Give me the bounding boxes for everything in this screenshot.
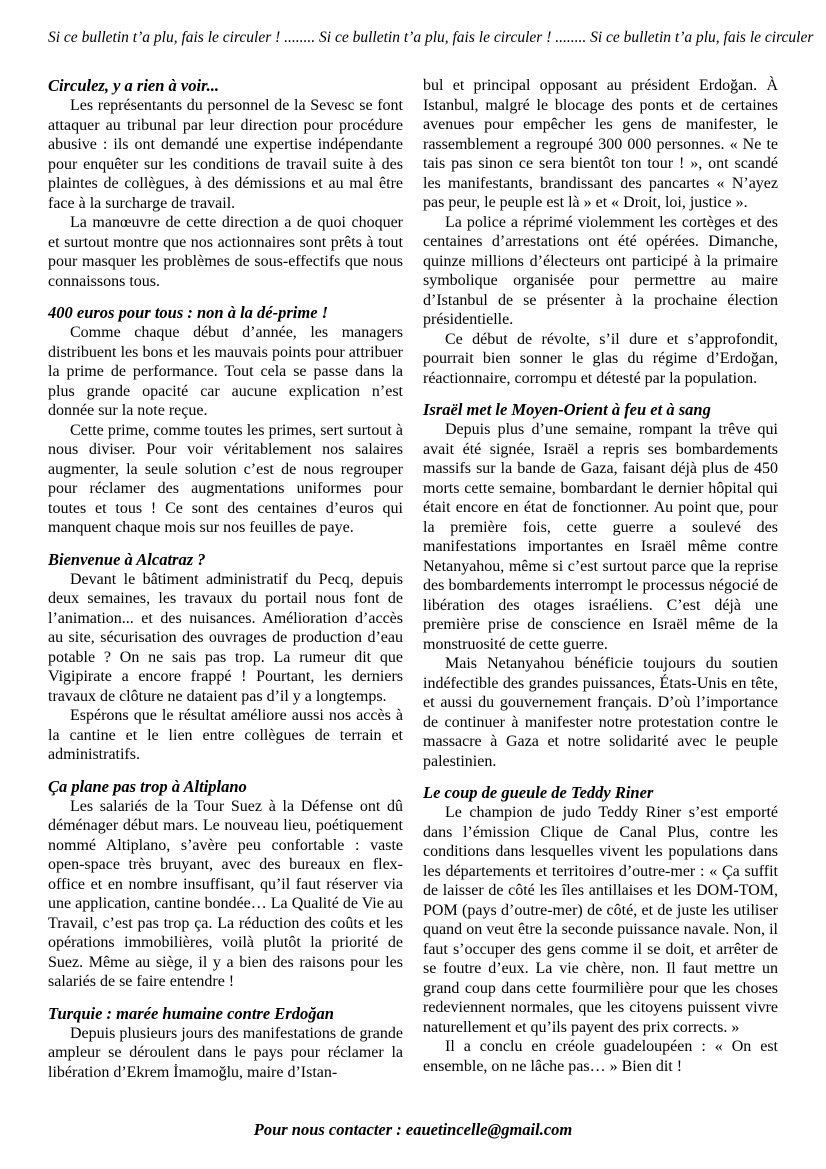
paragraph: Le champion de judo Teddy Riner s’est emporté dans l’émission Clique de Canal Plus, contre les conditions dans lesquelles vivent les populations dans les départements et territoires d’outre-mer : « Ça suffit de laisser de côté les îles antillaises et les DOM-TOM, POM (pays d’outre-mer) de côté, et de juste les utiliser quand on veut être la seconde puissance navale. Non, il faut s’occuper des gens comme il se doit, et arrêter de se foutre d’eux. La vie chère, non. Il faut mettre un grand coup dans cette fourmilière pour que les choses redeviennent normales, que les citoyens puissent vivre naturellement et qu’ils payent des prix corrects. »	[423, 804, 778, 1036]
paragraph: Ce début de révolte, s’il dure et s’approfondit, pourrait bien sonner le glas du régime d’Erdoğan, réactionnaire, corrompu et détesté par la population.	[423, 330, 778, 387]
paragraph: Mais Netanyahou bénéficie toujours du soutien indéfectible des grandes puissances, États-Unis en tête, et aussi du gouvernement français. D’où l’importance de continuer à manifester notre protestation contre le massacre à Gaza et notre solidarité avec le peuple palestinien.	[423, 655, 778, 770]
paragraph: Devant le bâtiment administratif du Pecq, depuis deux semaines, les travaux du portail nous font de l’animation... et des nuisances. Amélioration d’accès au site, sécurisation des ouvrages de production d’eau potable ? On ne sais pas trop. La rumeur dit que Vigipirate a encore frappé ! Pourtant, les derniers travaux de clôture ne dataient pas d’il y a longtemps.	[48, 570, 403, 705]
paragraph: La police a réprimé violemment les cortèges et des centaines d’arrestations ont été opérées. Dimanche, quinze millions d’électeurs ont participé à la primaire symbolique organisée pour permettre au maire d’Istanbul de se présenter à la prochaine élection présidentielle.	[423, 213, 778, 328]
section-heading: Le coup de gueule de Teddy Riner	[423, 783, 654, 802]
footer-contact: Pour nous contacter : eauetincelle@gmail.com	[253, 1120, 573, 1139]
section-heading: Israël met le Moyen-Orient à feu et à sang	[423, 400, 711, 419]
paragraph: Depuis plusieurs jours des manifestations de grande ampleur se déroulent dans le pays pour réclamer la libération d’Ekrem İmamoğlu, maire d’Istan-	[48, 1024, 403, 1081]
column-left	[48, 65, 403, 1082]
paragraph: Les salariés de la Tour Suez à la Défense ont dû déménager début mars. Le nouveau lieu, poétiquement nommé Altiplano, s’avère peu confortable : vaste open-space très bruyant, avec des bureaux en flex-office et en nombre insuffisant, qu’il faut réserver via une application, cantine bondée… La Qualité de Vie au Travail, c’est pas trop ça. La réduction des coûts et les opérations immobilières, voilà plutôt la priorité de Suez. Même au siège, il y a bien des raisons pour les salariés de se faire entendre !	[48, 797, 403, 990]
section-heading: Bienvenue à Alcatraz ?	[48, 549, 206, 569]
paragraph: Il a conclu en créole guadeloupéen : « On est ensemble, on ne lâche pas… » Bien dit !	[423, 1038, 778, 1075]
section-heading: 400 euros pour tous : non à la dé-prime !	[48, 303, 329, 322]
paragraph: Les représentants du personnel de la Sevesc se font attaquer au tribunal par leur direction pour procédure abusive : ils ont demandé une expertise indépendante pour enquêter sur les conditions de travail suite à des plaintes de collègues, à des démissions et au mal être face à la surcharge de travail.	[48, 97, 403, 212]
paragraph: Cette prime, comme toutes les primes, sert surtout à nous diviser. Pour voir véritablement nos salaires augmenter, la seule solution c’est de nous regrouper pour réclamer des augmentations uniformes pour toutes et tous ! Ce sont des centaines d’euros qui manquent chaque mois sur nos feuilles de paye.	[48, 421, 403, 536]
paragraph: Depuis plus d’une semaine, rompant la trêve qui avait été signée, Israël a repris ses bombardements massifs sur la bande de Gaza, faisant déjà plus de 450 morts cette semaine, bombardant le dernier hôpital qui était encore en état de fonctionner. Au point que, pour la première fois, cette guerre a soulevé des manifestations importantes en Israël même contre Netanyahou, même si c’est surtout parce que la reprise des bombardements interrompt le processus négocié de libération des otages israéliens. C’est déjà une première prise de conscience en Israël même de la monstruosité de cette guerre.	[423, 421, 778, 653]
section-heading: Circulez, y a rien à voir...	[48, 76, 219, 95]
header-slogan: Si ce bulletin t’a plu, fais le circuler ! ........ Si ce bulletin t’a plu, fais le circuler ! ........ Si ce bulletin t’a plu, fais le circuler	[48, 29, 814, 46]
paragraph: Espérons que le résultat améliore aussi nos accès à la cantine et le lien entre collègues de terrain et administratifs.	[48, 707, 403, 763]
section-heading: Ça plane pas trop à Altiplano	[48, 776, 247, 796]
paragraph: La manœuvre de cette direction a de quoi choquer et surtout montre que nos actionnaires sont prêts à tout pour masquer les problèmes de sous-effectifs que nous connaissons tous.	[48, 214, 403, 290]
paragraph: Comme chaque début d’année, les managers distribuent les bons et les mauvais points pour attribuer la prime de performance. Tout cela se passe dans la plus grande opacité car aucune explication n’est donnée sur la note reçue.	[48, 324, 403, 419]
section-heading: Turquie : marée humaine contre Erdoğan	[48, 1003, 334, 1023]
two-column-body	[48, 65, 778, 1082]
column-right	[423, 65, 778, 1082]
paragraph: bul et principal opposant au président Erdoğan. À Istanbul, malgré le blocage des ponts et de certaines avenues pour empêcher les gens de manifester, le rassemblement a regroupé 300 000 personnes. « Ne te tais pas sinon ce sera bientôt ton tour ! », ont scandé les manifestants, brandissant des pancartes « N’ayez pas peur, le peuple est là » et « Droit, loi, justice ».	[423, 77, 778, 211]
